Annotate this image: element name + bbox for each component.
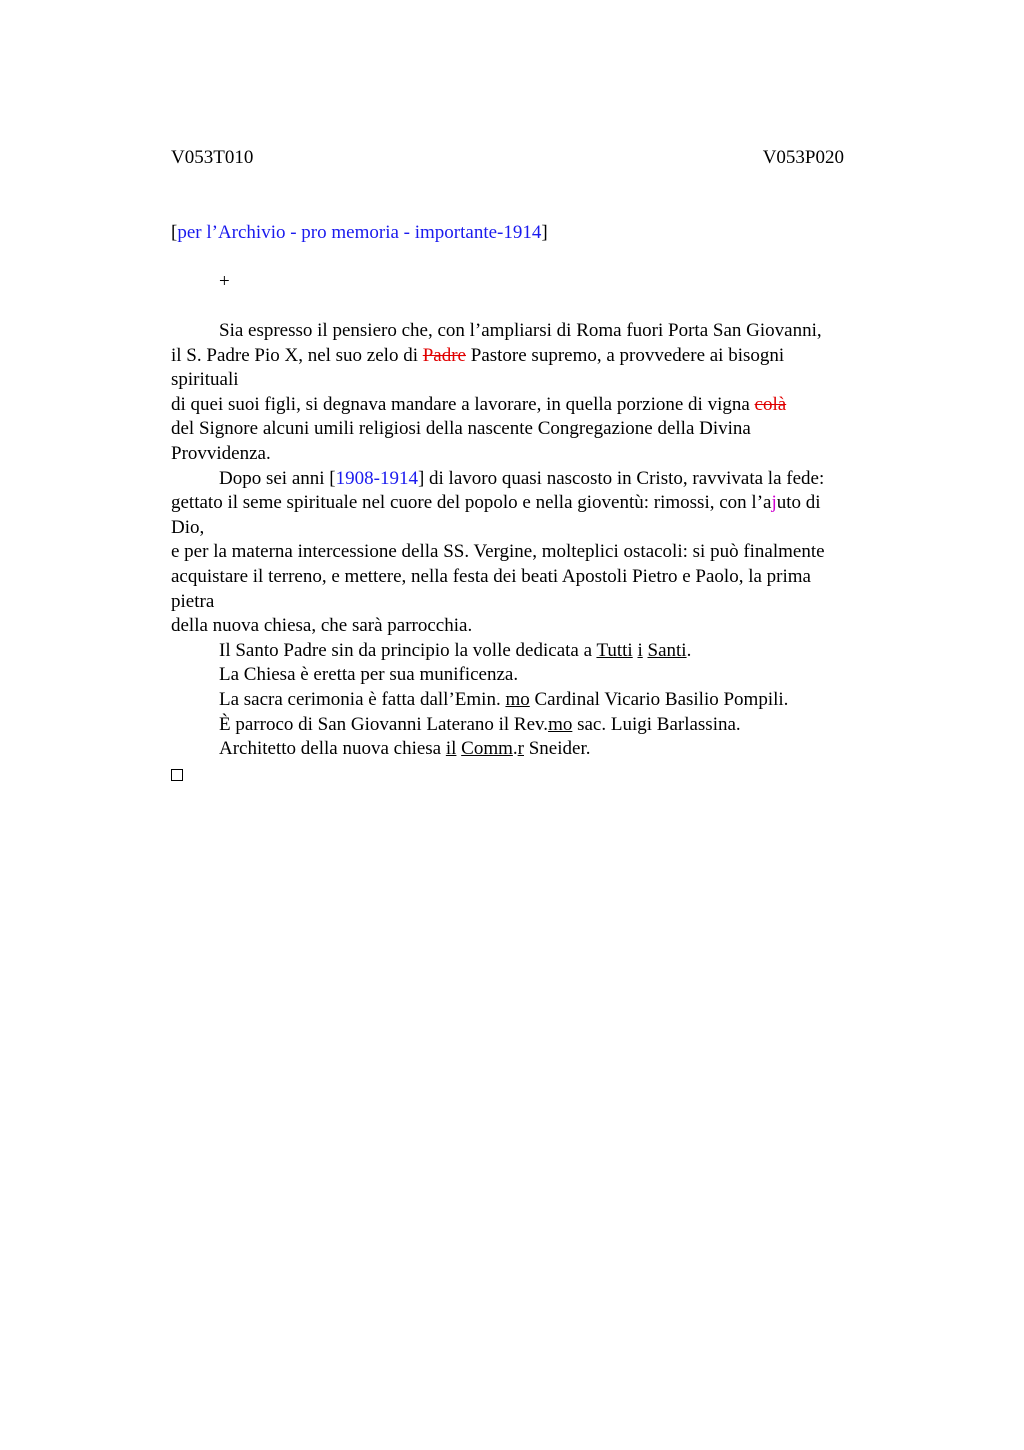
inserted-letter: j bbox=[771, 492, 777, 514]
deleted-word: Padre bbox=[422, 344, 466, 366]
underlined-word: Tutti bbox=[596, 639, 633, 661]
text-run: La sacra cerimonia è fatta dall’Emin. bbox=[219, 688, 506, 710]
text-run: il S. Padre Pio X, nel suo zelo di bbox=[171, 344, 423, 366]
underlined-word: Comm bbox=[461, 738, 513, 760]
paragraph-line: Provvidenza. bbox=[171, 442, 271, 464]
document-code-right: V053P020 bbox=[762, 147, 844, 168]
paragraph-line bbox=[171, 344, 891, 369]
text-run: Pastore supremo, a provvedere ai bisogni bbox=[466, 344, 785, 366]
paragraph-line: Sia espresso il pensiero che, con l’ampliarsi di Roma fuori Porta San Giovanni, bbox=[219, 320, 822, 341]
text-run: Sneider. bbox=[523, 738, 591, 760]
underlined-word: r bbox=[517, 738, 524, 760]
paragraph-line bbox=[171, 393, 891, 418]
text-run: . bbox=[512, 738, 518, 760]
text-run: Dopo sei anni [ bbox=[219, 467, 336, 489]
paragraph-line: del Signore alcuni umili religiosi della nascente Congregazione della Divina bbox=[171, 418, 751, 440]
archive-note-open-bracket: [ bbox=[171, 222, 178, 243]
paragraph-line bbox=[171, 639, 891, 664]
paragraph-line: acquistare il terreno, e mettere, nella festa dei beati Apostoli Pietro e Paolo, la prima bbox=[171, 565, 811, 587]
document-body bbox=[171, 319, 891, 788]
end-mark bbox=[171, 762, 891, 789]
paragraph-line bbox=[171, 688, 891, 713]
underlined-word: Santi bbox=[647, 639, 687, 661]
cross-symbol: + bbox=[219, 271, 230, 292]
text-run: uto di bbox=[776, 492, 821, 514]
paragraph-line bbox=[171, 491, 891, 516]
archive-note-close-bracket: ] bbox=[541, 222, 548, 243]
underlined-word: mo bbox=[505, 688, 530, 710]
text-run: sac. Luigi Barlassina. bbox=[572, 713, 741, 735]
text-run: È parroco di San Giovanni Laterano il Rev. bbox=[219, 713, 549, 735]
paragraph-line bbox=[171, 713, 891, 738]
text-run: . bbox=[686, 639, 692, 661]
paragraph-line bbox=[171, 737, 891, 762]
underlined-word: il bbox=[445, 738, 457, 760]
text-run: di quei suoi figli, si degnava mandare a lavorare, in quella porzione di vigna bbox=[171, 393, 755, 415]
underlined-word: i bbox=[637, 639, 643, 661]
paragraph-line: pietra bbox=[171, 590, 215, 612]
text-run: Cardinal Vicario Basilio Pompili. bbox=[529, 688, 789, 710]
paragraph-line: e per la materna intercessione della SS. Vergine, molteplici ostacoli: si può finalmente bbox=[171, 541, 825, 563]
years-annotation: 1908-1914 bbox=[335, 467, 418, 489]
archive-note-text: per l’Archivio - pro memoria - importante-1914 bbox=[177, 222, 542, 243]
paragraph-line: spirituali bbox=[171, 369, 239, 391]
underlined-word: mo bbox=[548, 713, 573, 735]
square-icon bbox=[171, 769, 183, 781]
paragraph-line: Dio, bbox=[171, 516, 205, 538]
text-run: Architetto della nuova chiesa bbox=[219, 738, 446, 760]
deleted-word: colà bbox=[754, 393, 787, 415]
text-run: ] di lavoro quasi nascosto in Cristo, ravvivata la fede: bbox=[417, 467, 825, 489]
paragraph-line: La Chiesa è eretta per sua munificenza. bbox=[219, 664, 519, 686]
archive-note bbox=[171, 221, 548, 245]
text-run: gettato il seme spirituale nel cuore del popolo e nella gioventù: rimossi, con l’a bbox=[171, 492, 772, 514]
paragraph-line: della nuova chiesa, che sarà parrocchia. bbox=[171, 615, 473, 637]
paragraph-line bbox=[171, 467, 891, 492]
text-run: Il Santo Padre sin da principio la volle dedicata a bbox=[219, 639, 597, 661]
document-code-left: V053T010 bbox=[171, 147, 254, 168]
